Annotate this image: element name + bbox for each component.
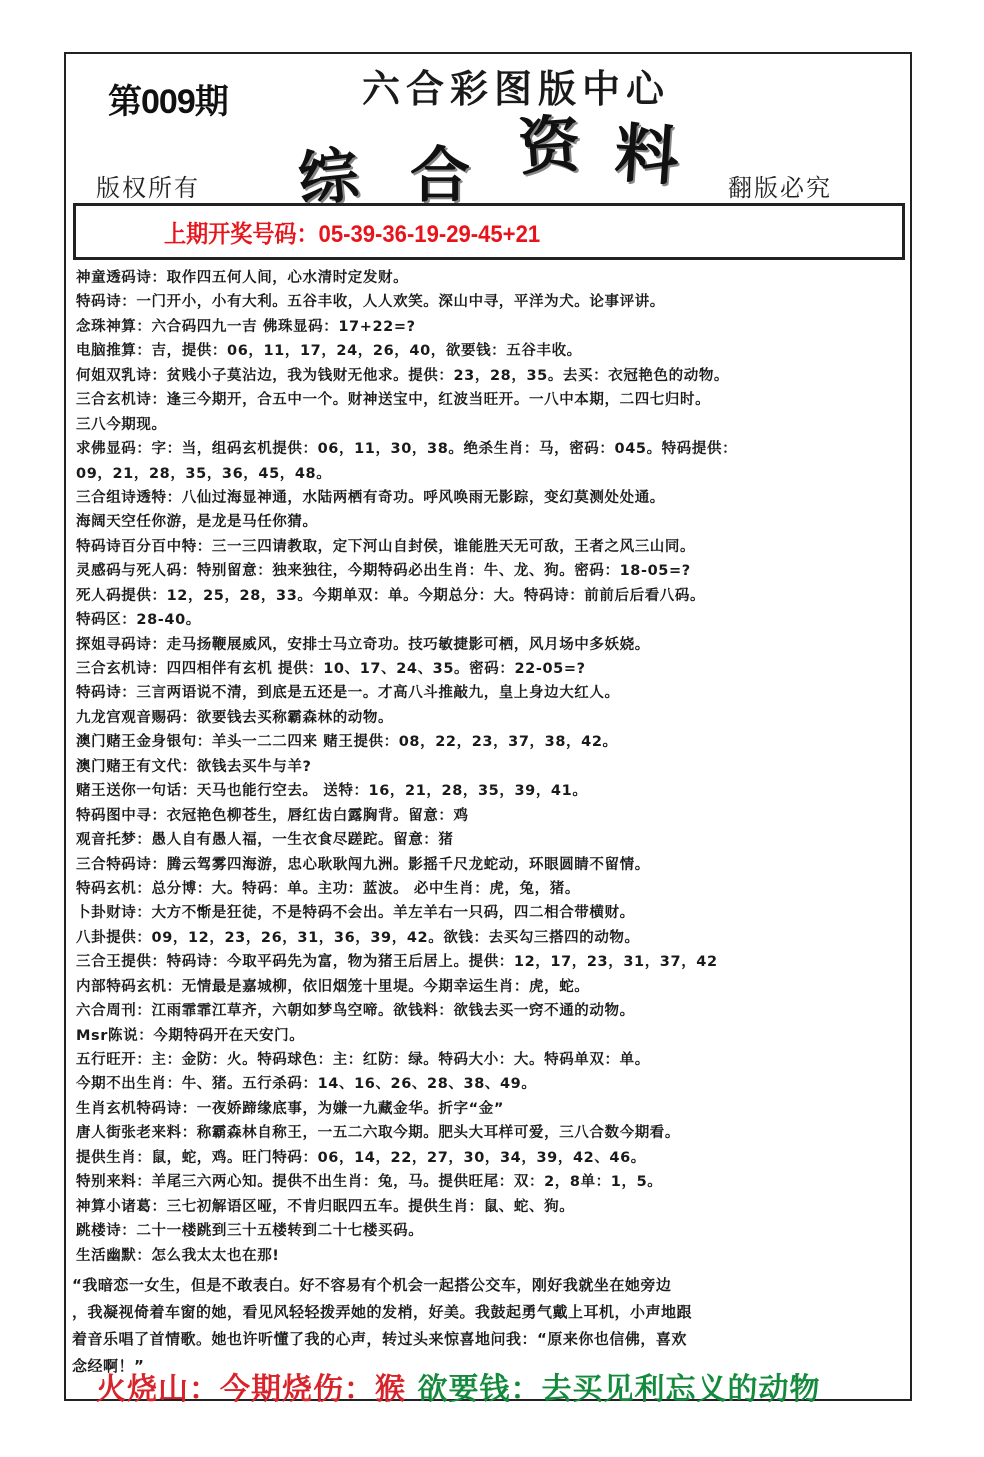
tip-line: 特码图中寻：衣冠艳色柳苍生，唇红齿白露胸背。留意：鸡	[76, 807, 469, 824]
story-line: “我暗恋一女生，但是不敢表白。好不容易有个机会一起搭公交车，刚好我就坐在她旁边	[72, 1276, 672, 1294]
tip-line: 神算小诸葛：三七初解语区哑，不肯归眠四五车。提供生肖：鼠、蛇、狗。	[76, 1198, 575, 1215]
tip-line: 六合周刊：江雨霏霏江草齐，六朝如梦鸟空啼。欲钱料：欲钱去买一窍不通的动物。	[76, 1003, 635, 1020]
tip-line: 念珠神算：六合码四九一吉 佛珠显码：17+22=?	[76, 318, 416, 335]
copyright-right: 翻版必究	[728, 174, 832, 202]
big-title-char-1: 综	[295, 140, 363, 216]
tip-line: 卜卦财诗：大方不惭是狂徒，不是特码不会出。羊左羊右一只码，四二相合带横财。	[76, 905, 635, 922]
tip-line: 八卦提供：09，12，23，26，31，36，39，42。欲钱：去买勾三搭四的动物。	[76, 929, 640, 946]
tip-line: 生活幽默：怎么我太太也在那!	[76, 1247, 280, 1264]
tip-line: 三合玄机诗：逢三今期开，合五中一个。财神送宝中，红波当旺开。一八中本期，二四七归时。	[76, 392, 711, 409]
banner-red-text: 火烧山：今期烧伤：猴	[96, 1372, 406, 1407]
tip-line: 灵感码与死人码：特别留意：独来独往，今期特码必出生肖：牛、龙、狗。密码：18-05=?	[76, 563, 691, 580]
big-title-char-4: 料	[612, 115, 682, 196]
tip-line: 神童透码诗：取作四五何人间，心水清时定发财。	[76, 270, 409, 286]
tip-line: 电脑推算：吉，提供：06，11，17，24，26，40，欲要钱：五谷丰收。	[76, 343, 582, 360]
tip-line: 死人码提供：12，25，28，33。今期单双：单。今期总分：大。特码诗：前前后后看八码。	[76, 587, 706, 604]
tip-line: 特码区：28-40。	[76, 612, 201, 629]
tip-line: 澳门赌王金身银句：羊头一二二四来 赌王提供：08，22，23，37，38，42。	[76, 734, 618, 751]
tip-line: 澳门赌王有文代：欲钱去买牛与羊?	[76, 758, 312, 775]
story-line: 念经啊！”	[72, 1357, 145, 1375]
tip-line: 09，21，28，35，36，45，48。	[76, 465, 332, 482]
banner-green-text: 欲要钱：去买见利忘义的动物	[406, 1372, 821, 1407]
tip-line: 内部特码玄机：无情最是嘉城柳，依旧烟笼十里堤。今期幸运生肖：虎，蛇。	[76, 978, 590, 995]
tip-line: 特码玄机：总分博：大。特码：单。主功：蓝波。 必中生肖：虎，兔，猪。	[76, 880, 580, 897]
tip-line: 生肖玄机特码诗：一夜娇蹄缘底事，为嫌一九藏金华。折字“金”	[76, 1100, 504, 1117]
tip-line: 今期不出生肖：牛、猪。五行杀码：14、16、26、28、38、49。	[76, 1076, 537, 1093]
bottom-banner	[96, 1364, 820, 1408]
tip-line: 特码诗：三言两语说不清，到底是五还是一。才高八斗推敲九，皇上身边大红人。	[76, 685, 620, 702]
tip-line: 三合特码诗：腾云驾雾四海游，忠心耿耿闯九洲。影摇千尺龙蛇动，环眼圆睛不留情。	[76, 856, 650, 873]
tips-list	[76, 266, 911, 1268]
tip-line: 特码诗：一门开小，小有大利。五谷丰收，人人欢笑。深山中寻，平洋为犬。论事评讲。	[76, 294, 665, 311]
tip-line: 三合王提供：特码诗：今取平码先为富，物为猪王后居上。提供：12，17，23，31，37，42	[76, 954, 718, 971]
tip-line: 探姐寻码诗：走马扬鞭展威风，安排士马立奇功。技巧敏捷影可栖，风月场中多妖娆。	[76, 636, 650, 653]
tip-line: 求佛显码：字：当，组码玄机提供：06，11，30，38。绝杀生肖：马，密码：045。特码提供：	[76, 441, 738, 458]
tip-line: 九龙宫观音赐码：欲要钱去买称霸森林的动物。	[76, 709, 394, 726]
publisher-title: 六合彩图版中心	[362, 66, 671, 111]
tip-line: 三合组诗透特：八仙过海显神通，水陆两栖有奇功。呼风唤雨无影踪，变幻莫测处处通。	[76, 489, 665, 506]
copyright-left: 版权所有	[96, 174, 200, 202]
tip-line: 特码诗百分百中特：三一三四请教取，定下河山自封侯，谁能胜天无可敌，王者之风三山同。	[76, 538, 696, 555]
issue-number: 第009期	[108, 83, 228, 121]
last-result-numbers: 05-39-36-19-29-45+21	[318, 221, 541, 248]
tip-line: 观音托梦：愚人自有愚人福，一生衣食尽蹉跎。留意：猪	[76, 832, 454, 849]
tip-line: 赌王送你一句话：天马也能行空去。 送特：16，21，28，35，39，41。	[76, 783, 588, 800]
tip-line: 何姐双乳诗：贫贱小子莫沾边，我为钱财无他求。提供：23，28，35。去买：衣冠艳色的动物。	[76, 367, 730, 384]
story-line: 着音乐唱了首情歌。她也许听懂了我的心声，转过头来惊喜地问我：“原来你也信佛，喜欢	[72, 1330, 687, 1348]
big-title-char-2: 合	[410, 141, 470, 211]
tip-line: 三合玄机诗：四四相伴有玄机 提供：10、17、24、35。密码：22-05=?	[76, 661, 586, 677]
tip-line: 特别来料：羊尾三六两心知。提供不出生肖：兔，马。提供旺尾：双：2，8单：1，5。	[76, 1174, 663, 1191]
tip-line: 五行旺开：主：金防：火。特码球色：主：红防：绿。特码大小：大。特码单双：单。	[76, 1052, 650, 1068]
tip-line: 三八今期现。	[76, 416, 167, 433]
tip-line: Msr陈说：今期特码开在天安门。	[76, 1027, 305, 1044]
last-result-box	[73, 203, 905, 260]
tip-line: 唐人街张老来料：称霸森林自称王，一五二六取今期。肥头大耳样可爱，三八合数今期看。	[76, 1125, 680, 1142]
last-result	[164, 214, 540, 249]
tip-line: 提供生肖：鼠，蛇，鸡。旺门特码：06，14，22，27，30，34，39，42、46。	[76, 1149, 646, 1166]
big-title-char-3: 资	[515, 106, 583, 185]
tip-line: 跳楼诗：二十一楼跳到三十五楼转到二十七楼买码。	[76, 1223, 424, 1240]
story-line: ，我凝视倚着车窗的她，看见风轻轻拨弄她的发梢，好美。我鼓起勇气戴上耳机，小声地跟	[72, 1303, 693, 1321]
tip-line: 海阔天空任你游，是龙是马任你猜。	[76, 514, 318, 531]
last-result-label: 上期开奖号码：	[164, 221, 319, 248]
